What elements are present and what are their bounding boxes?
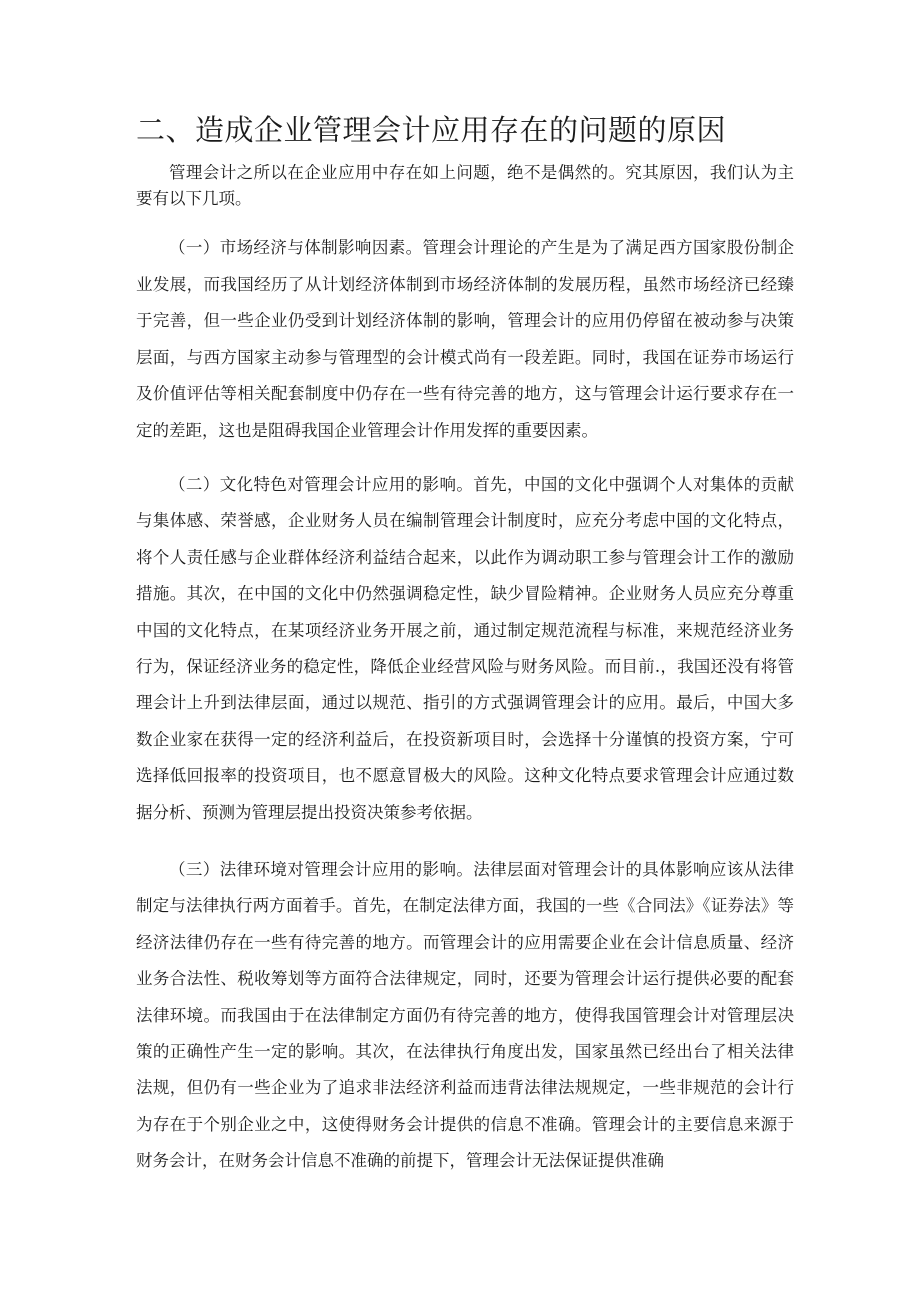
paragraph-legal-environment: （三）法律环境对管理会计应用的影响。法律层面对管理会计的具体影响应该从法律制定与法律执行两方面着手。首先，在制定法律方面，我国的一些《合同法》《证券法》等经济法律仍存在一些有待完善的地方。而管理会计的应用需要企业在会计信息质量、经济业务合法性、税收筹划等方面符合法律规定，同时，还要为管理会计运行提供必要的配套法律环境。而我国由于在法律制定方面仍有待完善的地方，使得我国管理会计对管理层决策的正确性产生一定的影响。其次，在法律执行角度出发，国家虽然已经出台了相关法律法规，但仍有一些企业为了追求非法经济利益而违背法律法规规定，一些非规范的会计行为存在于个别企业之中，这使得财务会计提供的信息不准确。管理会计的主要信息来源于财务会计，在财务会计信息不准确的前提下，管理会计无法保证提供准确 — [136, 860, 794, 1171]
section-heading: 二、造成企业管理会计应用存在的问题的原因 — [136, 113, 727, 147]
intro-paragraph: 管理会计之所以在企业应用中存在如上问题，绝不是偶然的。究其原因，我们认为主要有以下几项。 — [136, 163, 794, 208]
paragraph-market-economy: （一）市场经济与体制影响因素。管理会计理论的产生是为了满足西方国家股份制企业发展，而我国经历了从计划经济体制到市场经济体制的发展历程，虽然市场经济已经臻于完善，但一些企业仍受到计划经济体制的影响，管理会计的应用仍停留在被动参与决策层面，与西方国家主动参与管理型的会计模式尚有一段差距。同时，我国在证券市场运行及价值评估等相关配套制度中仍存在一些有待完善的地方，这与管理会计运行要求存在一定的差距，这也是阻碍我国企业管理会计作用发挥的重要因素。 — [136, 238, 794, 440]
paragraph-cultural-features: （二）文化特色对管理会计应用的影响。首先，中国的文化中强调个人对集体的贡献与集体感、荣誉感，企业财务人员在编制管理会计制度时，应充分考虑中国的文化特点，将个人责任感与企业群体经济利益结合起来，以此作为调动职工参与管理会计工作的激励措施。其次，在中国的文化中仍然强调稳定性，缺少冒险精神。企业财务人员应充分尊重中国的文化特点，在某项经济业务开展之前，通过制定规范流程与标准，来规范经济业务行为，保证经济业务的稳定性，降低企业经营风险与财务风险。而目前.，我国还没有将管理会计上升到法律层面，通过以规范、指引的方式强调管理会计的应用。最后，中国大多数企业家在获得一定的经济利益后，在投资新项目时，会选择十分谨慎的投资方案，宁可选择低回报率的投资项目，也不愿意冒极大的风险。这种文化特点要求管理会计应通过数据分析、预测为管理层提出投资决策参考依据。 — [136, 475, 794, 822]
